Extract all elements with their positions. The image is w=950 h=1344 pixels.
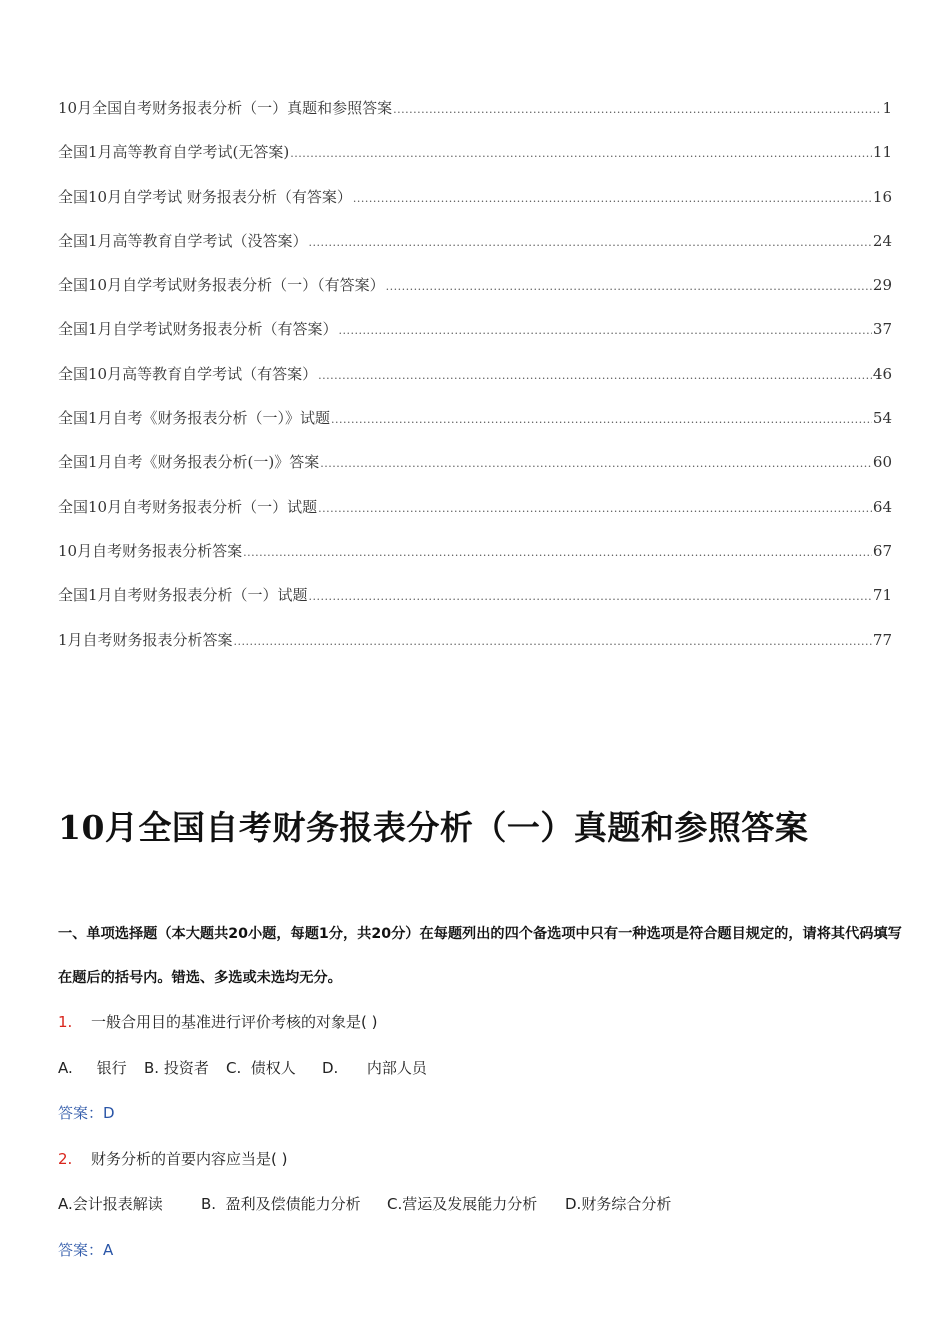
toc-entry[interactable] [58, 496, 892, 540]
question-2-answer: 答案：A [58, 1241, 114, 1259]
toc-leader-dots [290, 147, 872, 160]
question-number: 2. [58, 1150, 73, 1168]
option-c: C. 债权人 [226, 1059, 296, 1077]
document-title: 10月全国自考财务报表分析（一）真题和参照答案 [58, 808, 809, 847]
toc-entry[interactable] [58, 186, 892, 230]
toc-entry-page: 24 [872, 231, 892, 250]
toc-entry-title: 全国1月自考财务报表分析（一）试题 [58, 586, 308, 605]
toc-entry-page: 37 [872, 320, 892, 339]
toc-entry-title: 全国1月自考《财务报表分析(一)》答案 [58, 453, 320, 472]
toc-leader-dots [243, 546, 872, 559]
toc-entry-page: 60 [872, 453, 892, 472]
toc-leader-dots [309, 236, 872, 249]
toc-entry-title: 全国10月自学考试 财务报表分析（有答案） [58, 187, 352, 206]
toc-entry[interactable] [58, 318, 892, 362]
option-c: C.营运及发展能力分析 [387, 1195, 538, 1213]
toc-entry-title: 10月自考财务报表分析答案 [58, 541, 243, 560]
toc-entry-page: 16 [872, 187, 892, 206]
toc-entry-title: 全国1月自考《财务报表分析（一）》试题 [58, 409, 331, 428]
toc-leader-dots [393, 103, 881, 116]
toc-entry-page: 77 [872, 630, 892, 649]
question-2-options [58, 1193, 671, 1214]
toc-entry-page: 1 [882, 99, 892, 117]
option-b: B. 盈利及偿债能力分析 [201, 1195, 361, 1213]
toc-leader-dots [309, 590, 872, 603]
toc-entry[interactable] [58, 274, 892, 318]
toc-leader-dots [353, 192, 872, 205]
toc-leader-dots [331, 413, 872, 426]
toc-entry[interactable] [58, 141, 892, 185]
toc-leader-dots [320, 457, 872, 470]
toc-entry-page: 71 [872, 586, 892, 605]
toc-entry-title: 全国1月高等教育自学考试（没答案） [58, 231, 308, 250]
option-a: A.会计报表解读 [58, 1195, 163, 1213]
question-1-answer: 答案：D [58, 1104, 115, 1122]
toc-entry-title: 1月自考财务报表分析答案 [58, 630, 233, 649]
toc-entry[interactable] [58, 451, 892, 495]
toc-entry[interactable] [58, 629, 892, 673]
toc-entry[interactable] [58, 584, 892, 628]
toc-entry[interactable] [58, 230, 892, 274]
toc-leader-dots [234, 635, 872, 648]
section-instructions: 一、单项选择题（本大题共20小题，每题1分，共20分）在每题列出的四个备选项中只有一种选项是符合题目规定的，请将其代码填写在题后的括号内。错选、多选或未选均无分。 [58, 926, 902, 986]
toc-entry-title: 全国10月高等教育自学考试（有答案） [58, 364, 318, 383]
toc-leader-dots [339, 324, 872, 337]
question-text: 一般合用目的基准进行评价考核的对象是( ) [91, 1013, 378, 1031]
option-a: A. 银行 [58, 1059, 127, 1077]
toc-entry[interactable] [58, 97, 892, 141]
toc-entry-title: 全国10月自考财务报表分析（一）试题 [58, 497, 318, 516]
toc-entry[interactable] [58, 540, 892, 584]
question-number: 1. [58, 1013, 73, 1031]
toc-entry-page: 11 [872, 143, 892, 162]
toc-entry-title: 10月全国自考财务报表分析（一）真题和参照答案 [58, 99, 393, 117]
option-d: D. 内部人员 [322, 1059, 427, 1077]
toc-leader-dots [318, 369, 872, 382]
toc-entry-page: 64 [872, 497, 892, 516]
toc-leader-dots [318, 502, 872, 515]
question-text: 财务分析的首要内容应当是( ) [91, 1150, 288, 1168]
table-of-contents [58, 97, 892, 673]
question-2 [58, 1148, 287, 1169]
toc-entry-title: 全国1月自学考试财务报表分析（有答案） [58, 320, 338, 339]
toc-entry-title: 全国10月自学考试财务报表分析（一）（有答案） [58, 276, 385, 295]
toc-entry-page: 46 [872, 364, 892, 383]
toc-entry[interactable] [58, 363, 892, 407]
toc-entry-title: 全国1月高等教育自学考试(无答案) [58, 143, 290, 162]
option-b: B. 投资者 [144, 1059, 209, 1077]
question-1-options [58, 1057, 427, 1078]
toc-entry[interactable] [58, 407, 892, 451]
option-d: D.财务综合分析 [565, 1195, 672, 1213]
toc-entry-page: 67 [872, 541, 892, 560]
toc-leader-dots [386, 280, 872, 293]
question-1 [58, 1011, 377, 1032]
toc-entry-page: 29 [872, 276, 892, 295]
toc-entry-page: 54 [872, 409, 892, 428]
